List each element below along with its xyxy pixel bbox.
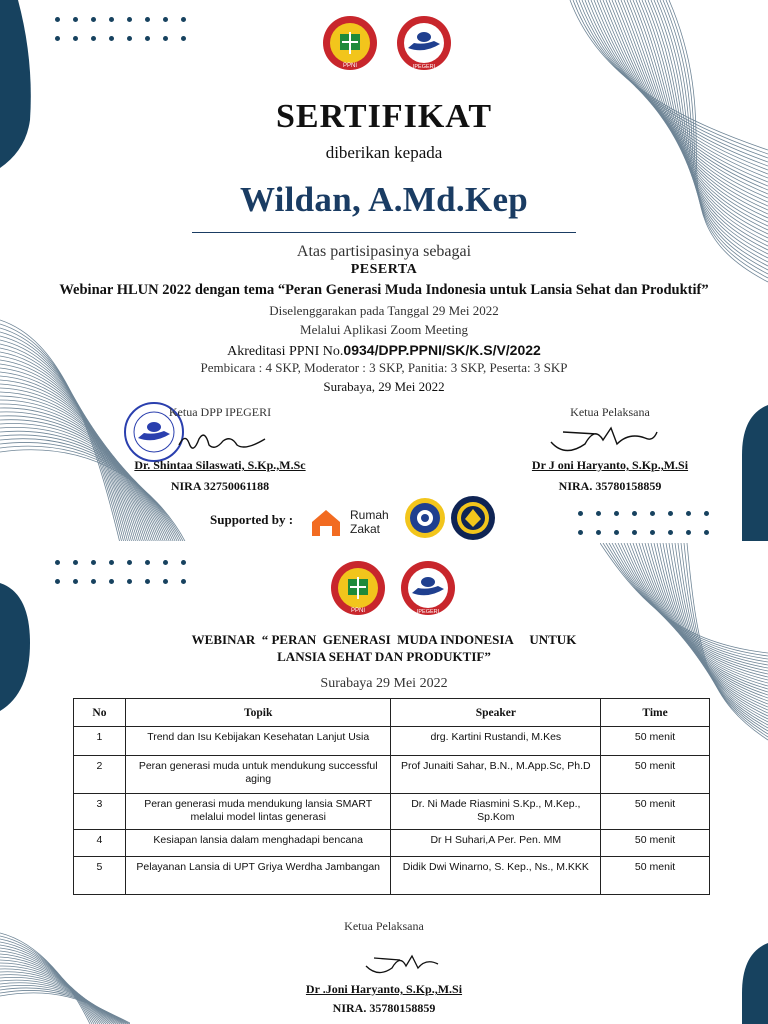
table-row [74,756,710,794]
signer-left [100,405,340,494]
signer-left-position: Ketua DPP IPEGERI [168,405,272,419]
row-no: 5 [74,857,126,895]
meeting-platform: Melalui Aplikasi Zoom Meeting [300,322,468,337]
row-time: 50 menit [601,830,710,857]
supported-by-label: Supported by : [210,512,294,527]
svg-text:PPNI: PPNI [342,63,358,69]
webinar-theme: Webinar HLUN 2022 dengan tema “Peran Generasi Muda Indonesia untuk Lansia Sehat dan Produktif” [59,282,709,298]
row-topic: Trend dan Isu Kebijakan Kesehatan Lanjut Usia [125,727,391,756]
held-on-date: Diselenggarakan pada Tanggal 29 Mei 2022 [269,303,499,318]
recipient-name: Wildan, A.Md.Kep [239,180,529,219]
row-no: 1 [74,727,126,756]
header-no: No [74,699,126,727]
name-underline [192,232,576,233]
table-row [74,794,710,830]
header-time: Time [601,699,710,727]
table-row [74,727,710,756]
svg-text:Rumah: Rumah [350,508,389,522]
table-row [74,857,710,895]
row-speaker: Dr. Ni Made Riasmini S.Kp., M.Kep., Sp.Kom [391,794,601,830]
accreditation-prefix: Akreditasi PPNI No. [227,344,344,359]
accreditation-number: 0934/DPP.PPNI/SK/K.S/V/2022 [343,342,541,358]
webinar-title-line2: LANSIA SEHAT DAN PRODUKTIF” [277,649,491,664]
row-topic: Peran generasi muda untuk mendukung successful aging [125,756,391,794]
table-row [74,830,710,857]
webinar-title [0,631,768,665]
svg-text:IPEGERI: IPEGERI [416,609,440,615]
dots-pattern-bottom-right [578,511,722,535]
svg-text:Zakat: Zakat [350,522,381,536]
partner-logo-navy-seal [450,495,496,541]
row-speaker: drg. Kartini Rustandi, M.Kes [391,727,601,756]
wave-lines-bottom-left-2 [0,923,130,1024]
schedule-table [73,698,710,895]
dots-pattern-top-left-2 [55,560,199,584]
header-topic: Topik [125,699,391,727]
header-speaker: Speaker [391,699,601,727]
schedule-date: Surabaya 29 Mei 2022 [320,676,448,691]
svg-text:PPNI: PPNI [350,608,366,614]
participant-role: PESERTA [350,262,418,277]
signer-right-nira: NIRA. 35780158859 [558,479,662,493]
accreditation-line [0,342,768,360]
row-time: 50 menit [601,727,710,756]
row-speaker: Prof Junaiti Sahar, B.N., M.App.Sc, Ph.D [391,756,601,794]
row-topic: Peran generasi muda mendukung lansia SMART melalui model lintas generasi [125,794,391,830]
participation-text: Atas partisipasinya sebagai [296,243,472,260]
partner-logo-yellow-seal [404,497,446,539]
given-to-text: diberikan kepada [325,143,443,162]
ipegeri-logo-2 [400,555,456,621]
rumah-zakat-logo [308,502,400,538]
schedule-signer-name: Dr .Joni Haryanto, S.Kp.,M.Si [305,982,463,996]
ppni-logo [322,10,378,76]
signer-right [500,405,720,494]
svg-text:IPEGERI: IPEGERI [412,64,436,70]
signer-right-name: Dr J oni Haryanto, S.Kp.,M.Si [531,458,689,472]
signer-left-name: Dr. Shintaa Silaswati, S.Kp.,M.Sc [134,458,306,472]
signer-left-nira: NIRA 32750061188 [170,479,270,493]
row-no: 2 [74,756,126,794]
schedule-signer-nira: NIRA. 35780158859 [332,1001,436,1015]
signer-right-position: Ketua Pelaksana [570,405,650,419]
row-topic: Kesiapan lansia dalam menghadapi bencana [125,830,391,857]
corner-shape-bottom-right [738,405,768,543]
certificate-title: SERTIFIKAT [275,98,492,135]
place-date: Surabaya, 29 Mei 2022 [323,379,445,394]
row-speaker: Dr H Suhari,A Per. Pen. MM [391,830,601,857]
schedule-signer [260,919,508,1016]
row-time: 50 menit [601,756,710,794]
row-speaker: Didik Dwi Winarno, S. Kep., Ns., M.KKK [391,857,601,895]
row-no: 3 [74,794,126,830]
row-time: 50 menit [601,857,710,895]
schedule-signer-position: Ketua Pelaksana [344,919,424,933]
table-header-row [74,699,710,727]
skp-credits: Pembicara : 4 SKP, Moderator : 3 SKP, Panitia: 3 SKP, Peserta: 3 SKP [200,360,568,375]
ppni-logo-2 [330,555,386,621]
row-topic: Pelayanan Lansia di UPT Griya Werdha Jambangan [125,857,391,895]
row-time: 50 menit [601,794,710,830]
corner-shape-bottom-right-2 [738,943,768,1024]
ipegeri-logo [396,10,452,76]
dots-pattern-top-left [55,17,199,41]
webinar-title-line1: WEBINAR “ PERAN GENERASI MUDA INDONESIA UNTUK [191,632,577,647]
row-no: 4 [74,830,126,857]
